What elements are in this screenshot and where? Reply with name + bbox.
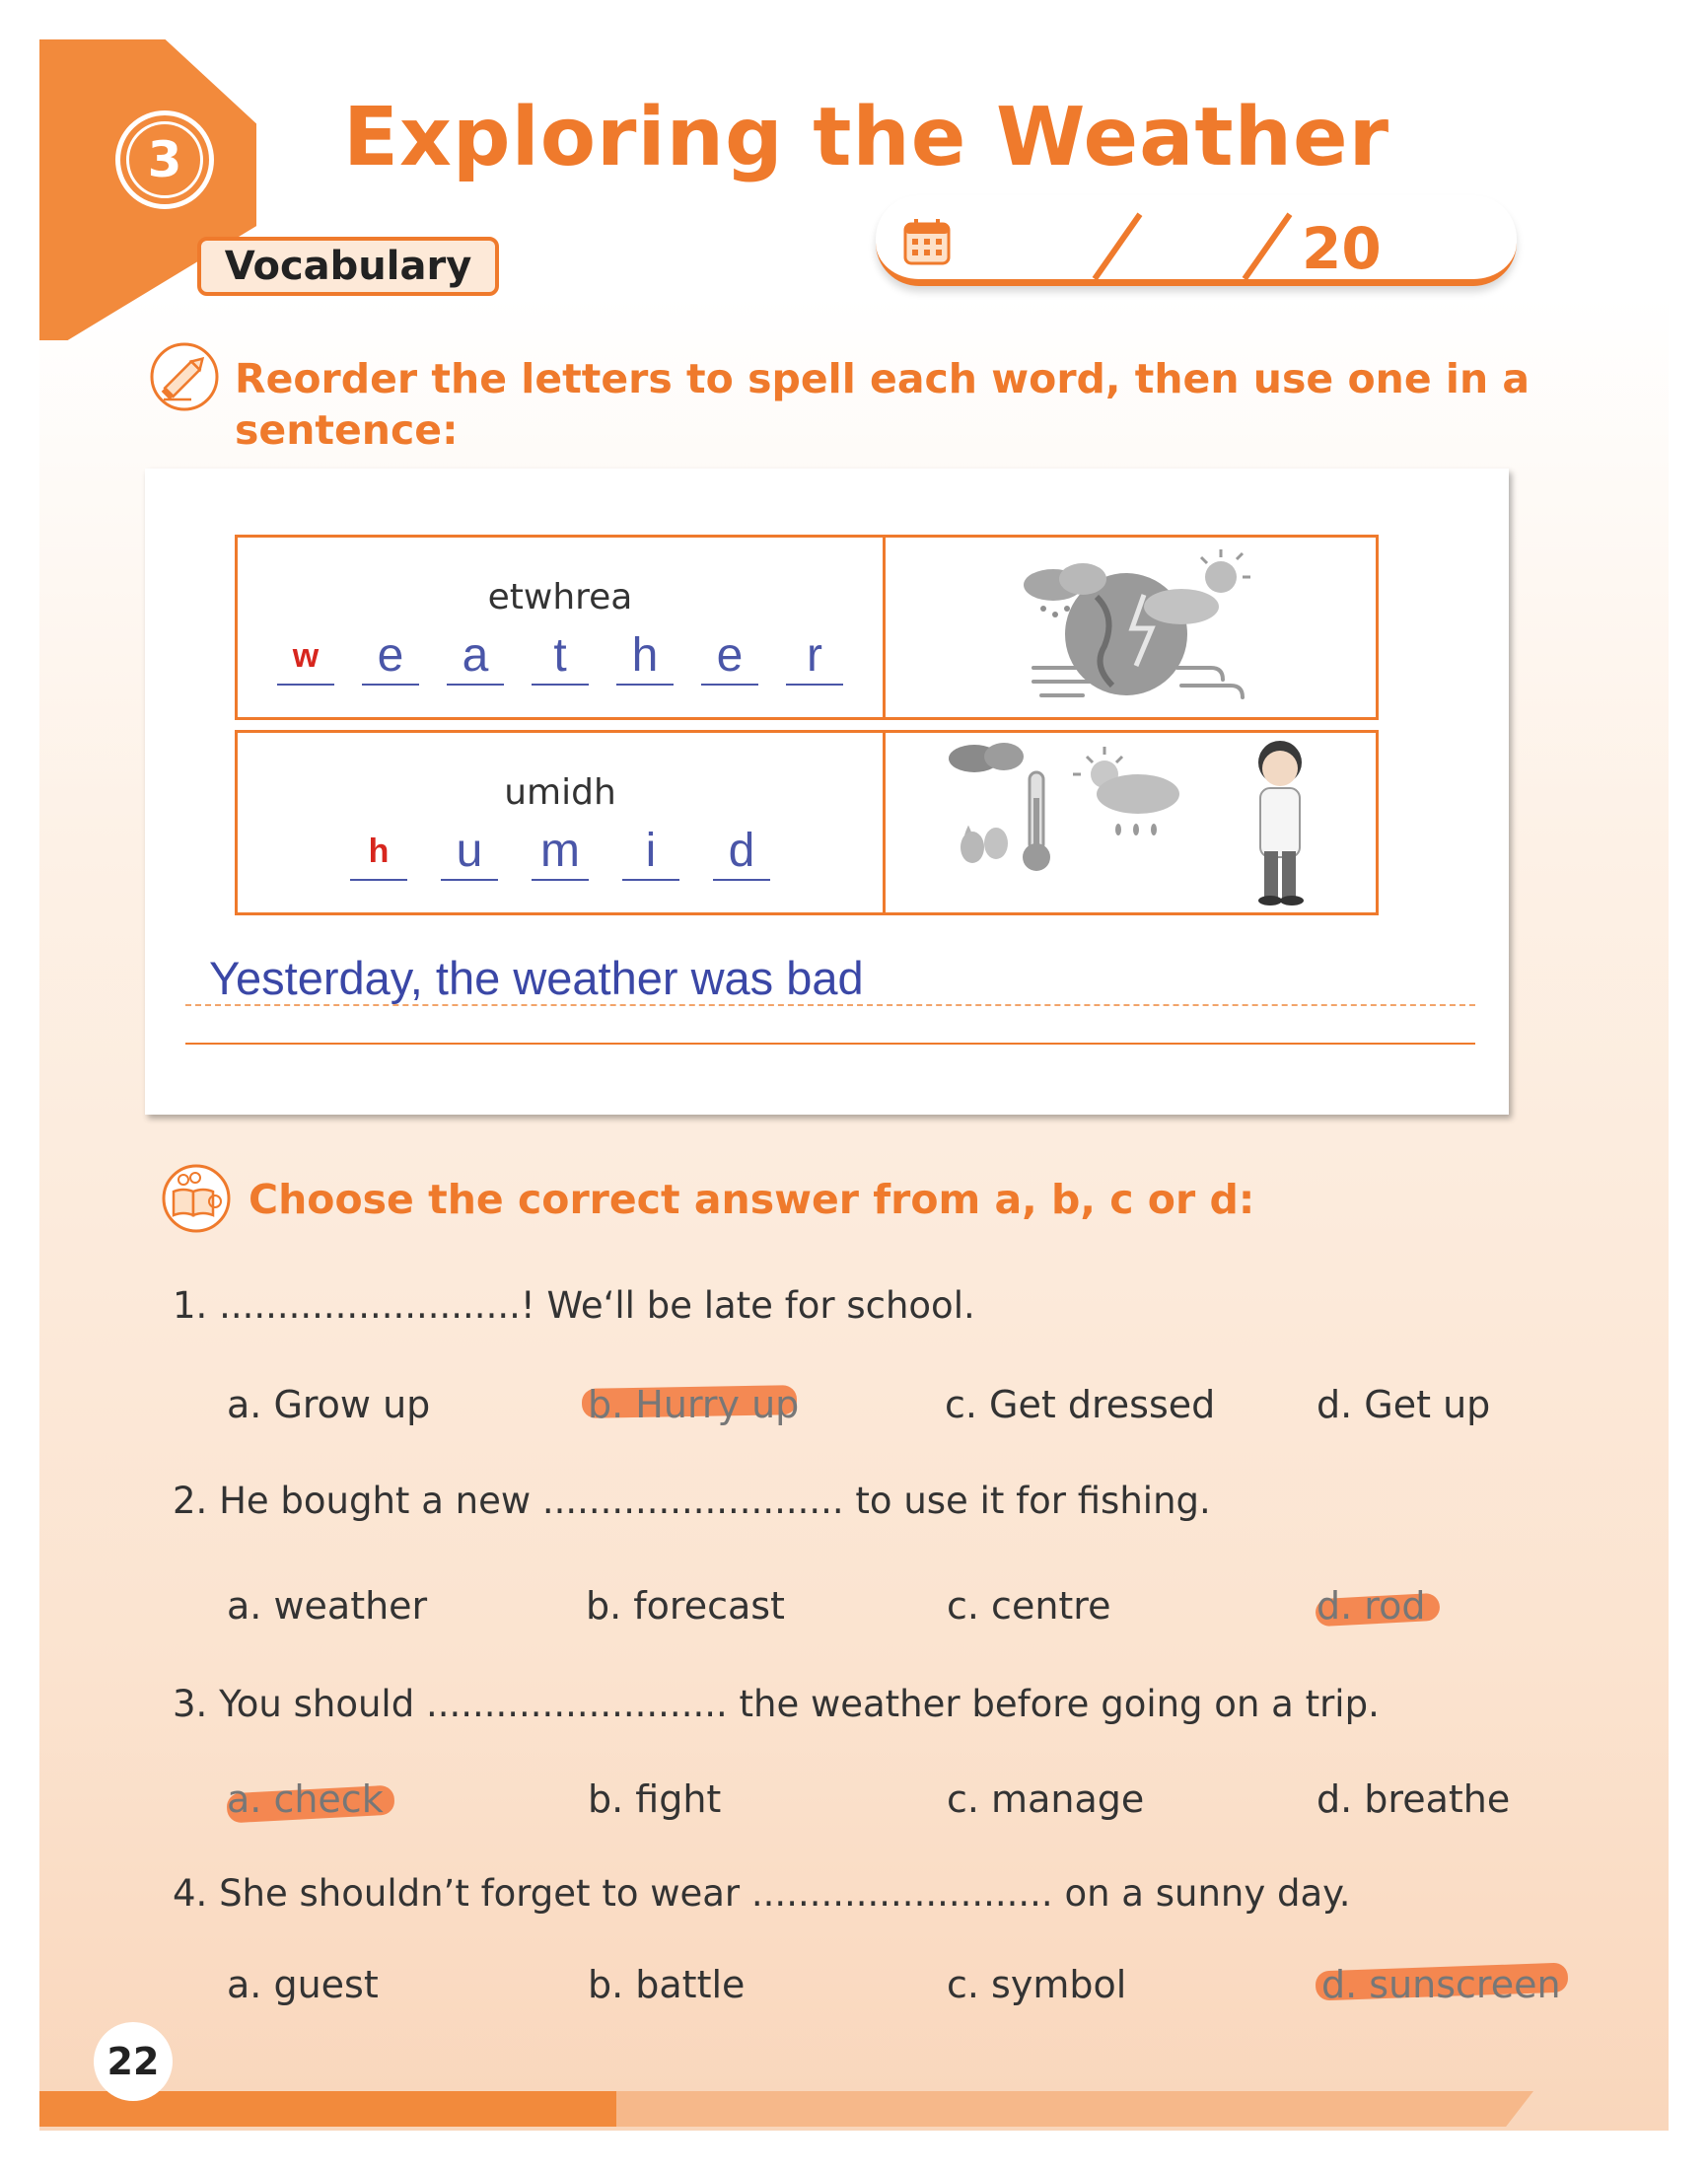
letter-blank[interactable]: e (701, 628, 758, 686)
word-row (235, 535, 1379, 720)
question-text: 3. You should .......................... the weather before going on a trip. (173, 1683, 1380, 1725)
option-b[interactable]: b. fight (588, 1777, 722, 1821)
letter-blank[interactable]: t (532, 628, 589, 686)
book-abc-icon (160, 1162, 233, 1235)
letter-blank[interactable]: u (441, 824, 498, 881)
footer-bar (616, 2091, 1533, 2127)
unit-badge (115, 110, 214, 209)
letter-blank[interactable]: w (277, 628, 334, 686)
weather-globe-icon (886, 538, 1376, 717)
option-d[interactable]: d. breathe (1317, 1777, 1511, 1821)
letter-blank[interactable]: h (350, 824, 407, 881)
option-c[interactable]: c. Get dressed (945, 1383, 1216, 1426)
option-d[interactable]: d. Get up (1317, 1383, 1491, 1426)
question-text: 4. She shouldn’t forget to wear .......................... on a sunny day. (173, 1872, 1351, 1915)
option-b[interactable]: b. battle (588, 1963, 746, 2006)
scrambled-word: umidh (504, 772, 616, 813)
option-a[interactable]: a. guest (227, 1963, 379, 2006)
letter-blank[interactable]: d (713, 824, 770, 881)
unit-number: 3 (126, 121, 203, 198)
writing-line-dashed (185, 1004, 1475, 1006)
page-number: 22 (94, 2022, 173, 2101)
exercise2-instruction: Choose the correct answer from a, b, c or d: (249, 1176, 1255, 1223)
question-text: 1. ..........................! We‘ll be late for school. (173, 1284, 975, 1327)
exercise1-instruction (235, 353, 1530, 456)
word-cell (238, 733, 886, 912)
option-d[interactable]: d. sunscreen (1321, 1963, 1561, 2006)
instruction-line: sentence: (235, 406, 459, 454)
section-badge: Vocabulary (197, 237, 499, 296)
letter-blank[interactable]: h (616, 628, 674, 686)
word-cell (238, 538, 886, 717)
pencil-icon (148, 340, 221, 413)
instruction-line: Reorder the letters to spell each word, then use one in a (235, 355, 1530, 402)
letter-blank[interactable]: a (447, 628, 504, 686)
example-sentence[interactable]: Yesterday, the weather was bad (209, 952, 864, 1004)
option-d[interactable]: d. rod (1317, 1584, 1426, 1628)
letter-blank[interactable]: r (786, 628, 843, 686)
option-c[interactable]: c. manage (947, 1777, 1145, 1821)
option-c[interactable]: c. centre (947, 1584, 1111, 1628)
date-year: 20 (1302, 215, 1382, 282)
letter-blank[interactable]: e (362, 628, 419, 686)
word-table (235, 535, 1379, 925)
page-title: Exploring the Weather (343, 91, 1390, 184)
calendar-icon (902, 217, 952, 266)
date-field[interactable] (876, 195, 1517, 286)
option-c[interactable]: c. symbol (947, 1963, 1127, 2006)
humid-weather-icon (886, 733, 1376, 912)
writing-line (185, 1043, 1475, 1045)
word-row (235, 730, 1379, 915)
scrambled-word: etwhrea (487, 577, 633, 617)
option-b[interactable]: b. forecast (586, 1584, 785, 1628)
option-b[interactable]: b. Hurry up (588, 1383, 800, 1426)
question-text: 2. He bought a new .......................... to use it for fishing. (173, 1480, 1211, 1522)
picture-cell (886, 733, 1376, 912)
option-a[interactable]: a. weather (227, 1584, 428, 1628)
letter-blank[interactable]: m (532, 824, 589, 881)
letter-blanks (238, 824, 883, 881)
letter-blanks (238, 628, 883, 686)
letter-blank[interactable]: i (622, 824, 679, 881)
option-a[interactable]: a. Grow up (227, 1383, 431, 1426)
picture-cell (886, 538, 1376, 717)
option-a[interactable]: a. check (227, 1777, 384, 1821)
